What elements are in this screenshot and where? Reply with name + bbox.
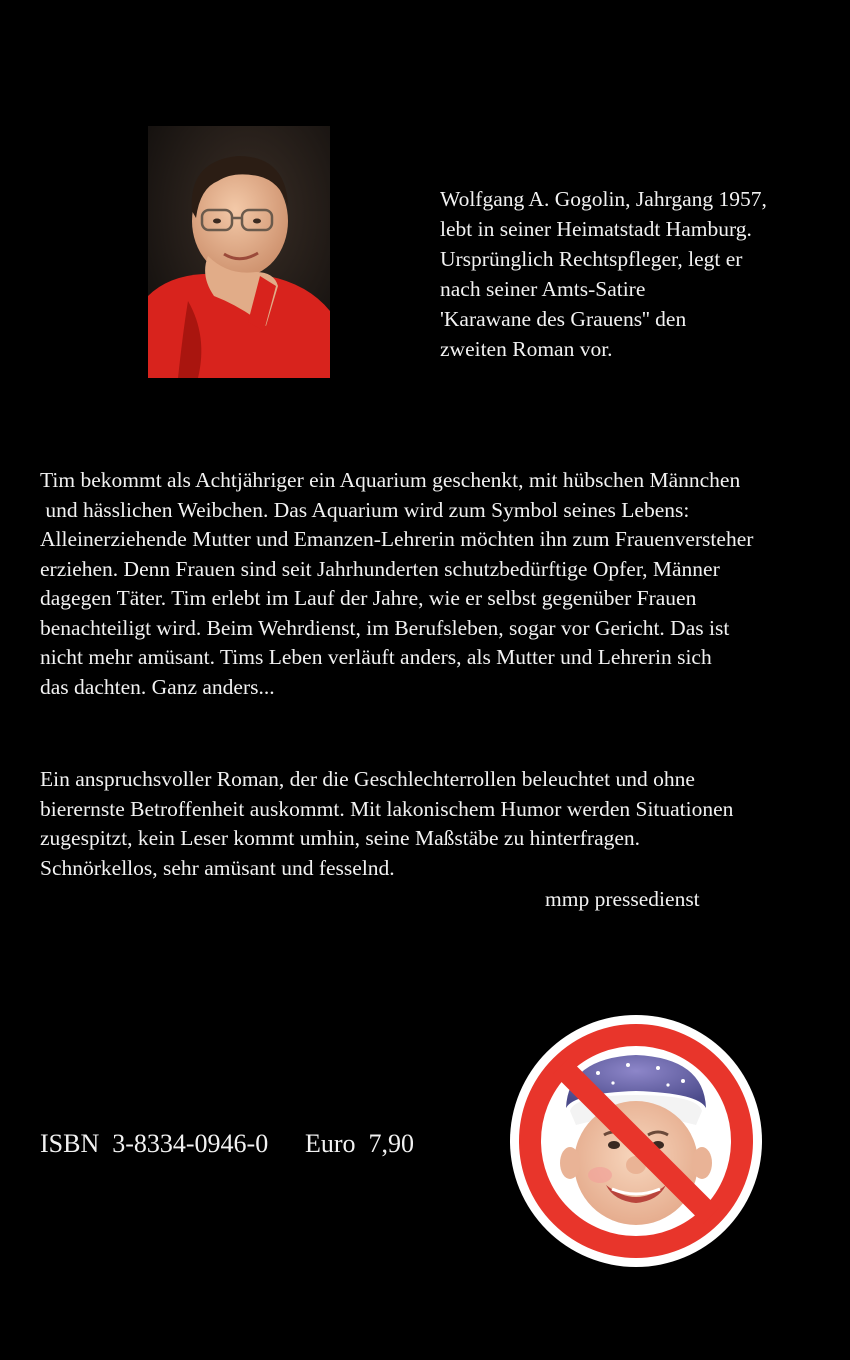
synopsis-line: Alleinerziehende Mutter und Emanzen-Lehrerin möchten ihn zum Frauenversteher [40,527,754,551]
author-bio [440,184,830,364]
author-bio-line: Wolfgang A. Gogolin, Jahrgang 1957, [440,187,767,211]
press-review [40,765,830,883]
author-portrait-illustration [148,126,330,378]
price: Euro 7,90 [305,1129,415,1158]
synopsis-line: benachteiligt wird. Beim Wehrdienst, im Berufsleben, sogar vor Gericht. Das ist [40,615,730,640]
prohibition-sign-icon [508,1013,764,1269]
synopsis-line: Tim bekommt als Achtjähriger ein Aquarium geschenkt, mit hübschen Männchen [40,468,741,492]
synopsis-line: nicht mehr amüsant. Tims Leben verläuft anders, als Mutter und Lehrerin sich [40,645,712,669]
author-bio-line: lebt in seiner Heimatstadt Hamburg. [440,217,752,241]
isbn: ISBN 3-8334-0946-0 [40,1129,269,1158]
review-line: bierernste Betroffenheit auskommt. Mit lakonischem Humor werden Situationen [40,796,734,821]
synopsis-line: dagegen Täter. Tim erlebt im Lauf der Jahre, wie er selbst gegenüber Frauen [40,586,697,610]
review-source: mmp pressedienst [545,887,700,911]
author-photo [148,126,330,378]
synopsis-line: erziehen. Denn Frauen sind seit Jahrhunderten schutzbedürftige Opfer, Männer [40,556,720,581]
author-bio-line: Ursprünglich Rechtspfleger, legt er [440,247,743,271]
synopsis-line: das dachten. Ganz anders... [40,674,275,699]
author-bio-line: 'Karawane des Grauens'' den [440,307,687,331]
synopsis-line: und hässlichen Weibchen. Das Aquarium wird zum Symbol seines Lebens: [40,497,690,522]
review-line: Ein anspruchsvoller Roman, der die Geschlechterrollen beleuchtet und ohne [40,767,695,791]
author-bio-line: nach seiner Amts-Satire [440,277,646,301]
author-bio-line: zweiten Roman vor. [440,337,613,361]
review-line: zugespitzt, kein Leser kommt umhin, seine Maßstäbe zu hinterfragen. [40,826,641,850]
review-line: Schnörkellos, sehr amüsant und fesselnd. [40,855,395,880]
book-synopsis [40,466,830,702]
